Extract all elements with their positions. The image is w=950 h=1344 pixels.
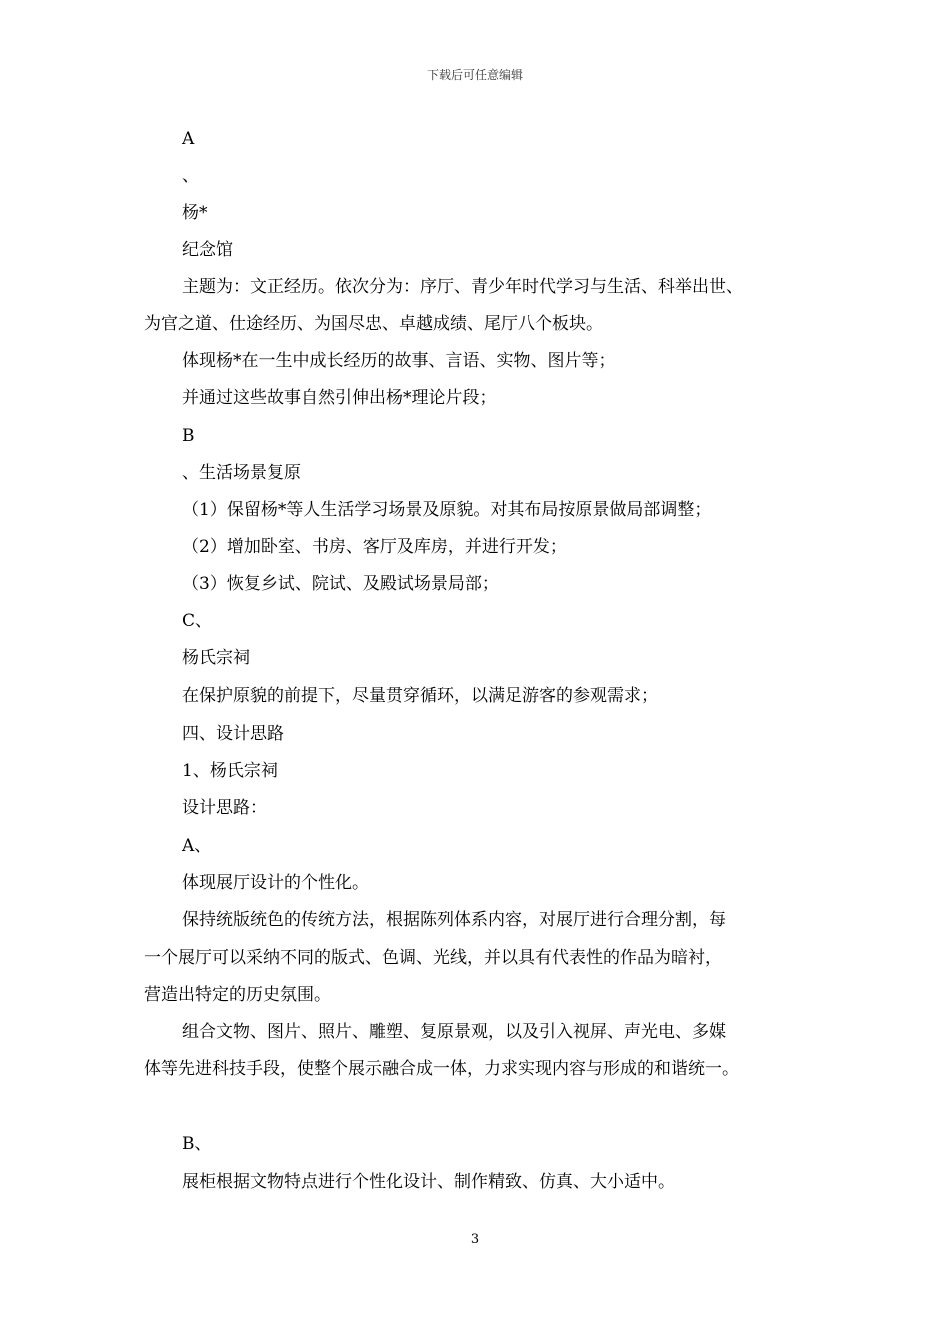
text-line: C、 [182,611,213,631]
text-line: 为官之道、仕途经历、为国尽忠、卓越成绩、尾厅八个板块。 [144,314,603,334]
text-line: （3）恢复乡试、院试、及殿试场景局部； [182,574,499,594]
text-line: 设计思路： [182,798,267,818]
text-line: B [182,426,195,446]
text-line: 四、设计思路 [182,724,284,744]
page-header-note: 下载后可任意编辑 [426,68,523,82]
text-line: B、 [182,1134,212,1154]
text-line: 体等先进科技手段，使整个展示融合成一体，力求实现内容与形成的和谐统一。 [144,1059,739,1079]
text-line: 体现展厅设计的个性化。 [182,873,369,893]
text-line: （1）保留杨*等人生活学习场景及原貌。对其布局按原景做局部调整； [182,500,712,520]
text-line: 在保护原貌的前提下，尽量贯穿循环，以满足游客的参观需求； [182,686,658,706]
text-line: A、 [182,836,212,856]
text-line: 杨氏宗祠 [182,648,250,668]
text-line: 组合文物、图片、照片、雕塑、复原景观，以及引入视屏、声光电、多媒 [182,1022,726,1042]
text-line: 一个展厅可以采纳不同的版式、色调、光线，并以具有代表性的作品为暗衬， [144,948,722,968]
text-line: 、 [182,166,199,186]
text-line: 1、杨氏宗祠 [182,761,278,781]
page-number: 3 [470,1232,480,1247]
text-line: A [182,129,195,149]
text-line: 主题为：文正经历。依次分为：序厅、青少年时代学习与生活、科举出世、 [182,277,743,297]
text-line: 体现杨*在一生中成长经历的故事、言语、实物、图片等； [182,351,616,371]
text-line: 并通过这些故事自然引伸出杨*理论片段； [182,388,497,408]
text-line: 、生活场景复原 [182,463,301,483]
text-line: 展柜根据文物特点进行个性化设计、制作精致、仿真、大小适中。 [182,1172,675,1192]
text-line: （2）增加卧室、书房、客厅及库房，并进行开发； [182,537,567,557]
text-line: 杨* [182,203,208,223]
text-line: 营造出特定的历史氛围。 [144,985,331,1005]
text-line: 纪念馆 [182,240,233,260]
text-line: 保持统版统色的传统方法，根据陈列体系内容，对展厅进行合理分割，每 [182,910,726,930]
